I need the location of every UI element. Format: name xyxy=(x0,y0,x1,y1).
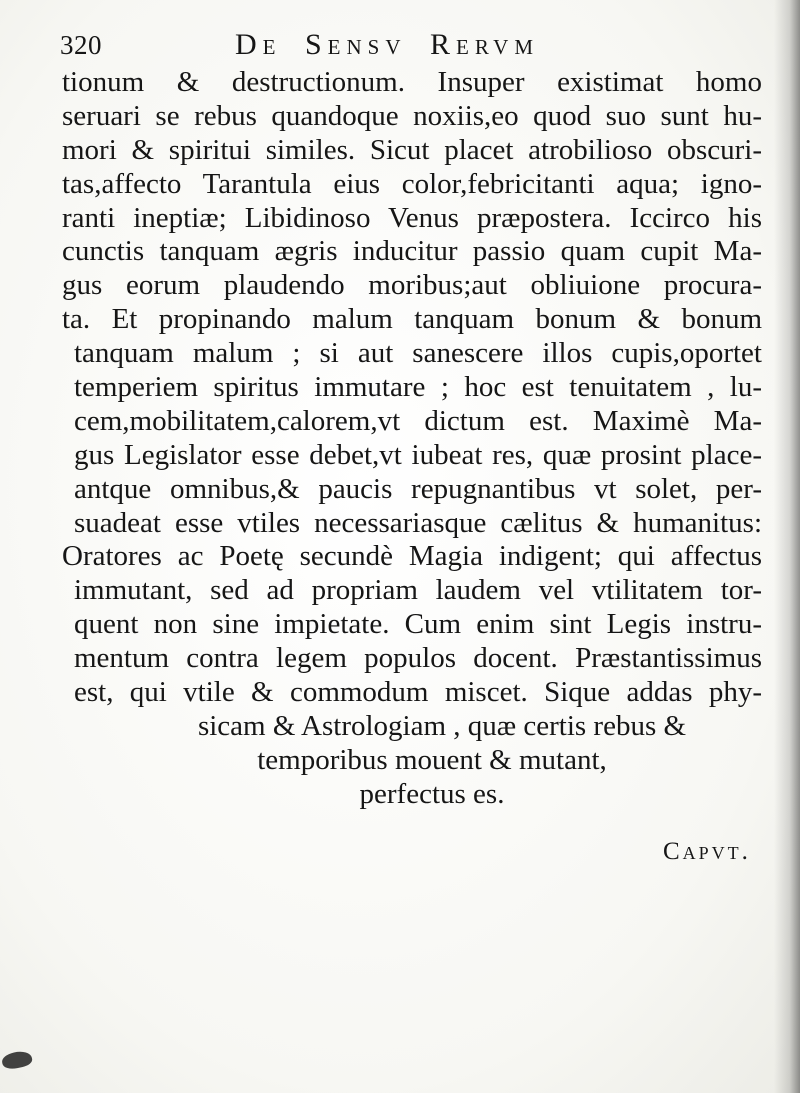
text-line: tas,affecto Tarantula eius color,febricitanti aqua; igno- xyxy=(62,167,762,200)
page-edge-shadow xyxy=(774,0,800,1093)
text-line: ranti ineptiæ; Libidinoso Venus præpostera. Iccirco his xyxy=(62,201,762,234)
text-line: perfectus es. xyxy=(359,777,505,810)
text-line: tionum & destructionum. Insuper existimat homo xyxy=(62,66,762,98)
text-line: tanquam malum ; si aut sanescere illos cupis,oportet xyxy=(74,337,762,370)
text-line: est, qui vtile & commodum miscet. Sique addas phy- xyxy=(74,676,762,709)
text-line: cunctis tanquam ægris inducitur passio quam cupit Ma- xyxy=(62,235,762,268)
text-line: gus eorum plaudendo moribus;aut obliuione procura- xyxy=(62,269,762,302)
text-line: cem,mobilitatem,calorem,vt dictum est. Maximè Ma- xyxy=(74,404,762,437)
text-line: quent non sine impietate. Cum enim sint Legis instru- xyxy=(74,608,762,641)
text-line: ta. Et propinando malum tanquam bonum & bonum xyxy=(62,303,762,336)
page-number: 320 xyxy=(60,30,102,60)
text-line: Oratores ac Poetę secundè Magia indigent; qui affectus xyxy=(62,540,762,573)
text-line: antque omnibus,& paucis repugnantibus vt solet, per- xyxy=(74,472,762,505)
text-line: gus Legislator esse debet,vt iubeat res, quæ prosint place- xyxy=(74,438,762,471)
body-text xyxy=(62,66,762,812)
text-line: seruari se rebus quandoque noxiis,eo quod suo sunt hu- xyxy=(62,99,762,132)
text-line: immutant, sed ad propriam laudem vel vtilitatem tor- xyxy=(74,574,762,607)
ink-blot xyxy=(1,1049,34,1071)
running-head: De Sensv Rervm xyxy=(235,28,540,61)
catchword: Capvt. xyxy=(663,838,751,865)
text-line: temperiem spiritus immutare ; hoc est tenuitatem , lu- xyxy=(74,371,762,404)
text-line: mori & spiritui similes. Sicut placet atrobilioso obscuri- xyxy=(62,133,762,166)
text-line: temporibus mouent & mutant, xyxy=(257,743,607,776)
page-header xyxy=(60,26,750,66)
text-line: suadeat esse vtiles necessariasque cælitus & humanitus: xyxy=(74,506,762,539)
text-line: sicam & Astrologiam , quæ certis rebus & xyxy=(197,709,687,742)
text-line: mentum contra legem populos docent. Præstantissimus xyxy=(74,642,762,675)
